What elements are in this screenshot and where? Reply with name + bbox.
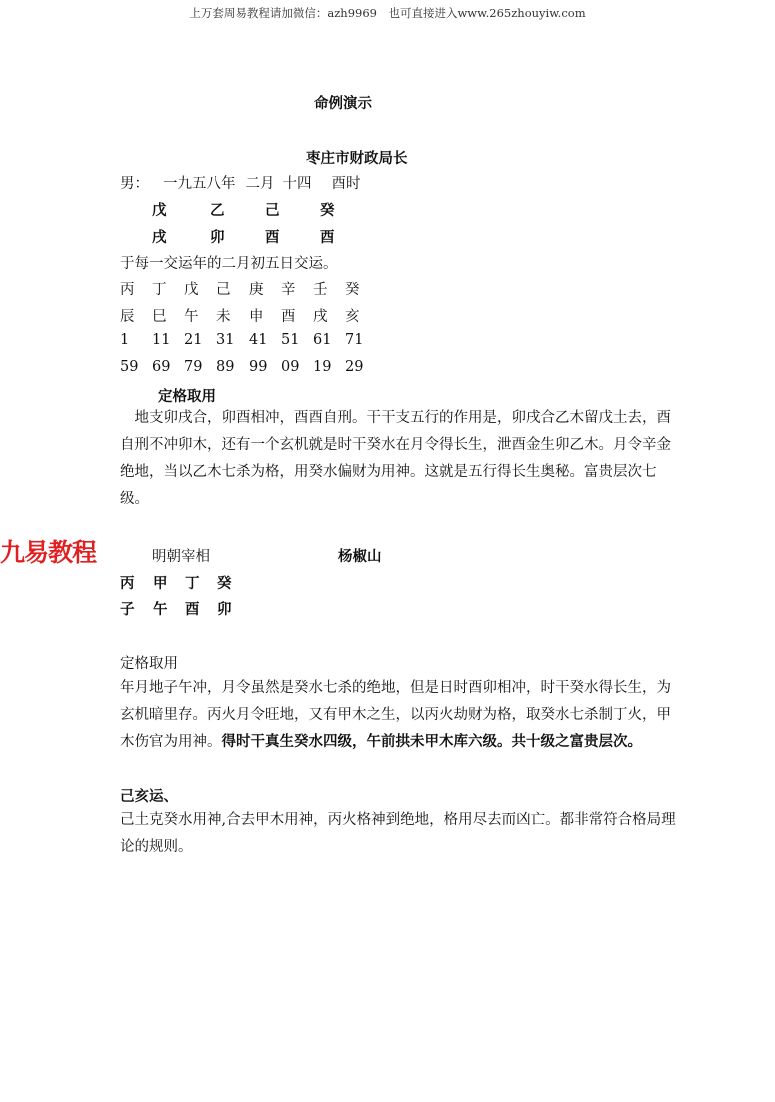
luck-stem: 辛 xyxy=(281,282,296,298)
luck-branch: 戌 xyxy=(313,309,328,325)
stem: 丁 xyxy=(185,576,200,592)
case2-paragraph-plain: 年月地子午冲，月令虽然是癸水七杀的绝地，但是日时酉卯相冲，时干癸水得长生，为玄机暗里存。丙火月令旺地，又有甲木之生，以丙火劫财为格，取癸水七杀制丁火，甲木伤官为用神。 xyxy=(120,680,671,750)
case1-title: 枣庄市财政局长 xyxy=(306,151,408,167)
luck-branch: 辰 xyxy=(120,309,135,325)
luck-stem: 癸 xyxy=(345,282,360,298)
stem: 甲 xyxy=(153,576,168,592)
luck-age: 51 xyxy=(281,332,300,348)
luck-stem: 戊 xyxy=(184,282,199,298)
stem: 丙 xyxy=(120,576,135,592)
case1-birth-line xyxy=(120,172,361,193)
birth-day: 十四 xyxy=(282,176,312,192)
luck-note: 于每一交运年的二月初五日交运。 xyxy=(120,256,338,272)
luck-age: 1 xyxy=(120,332,130,348)
case2-luck-label: 己亥运、 xyxy=(120,789,178,805)
luck-age: 11 xyxy=(152,332,171,348)
case2-name: 杨椒山 xyxy=(338,549,382,565)
luck-stem: 壬 xyxy=(313,282,328,298)
luck-age: 61 xyxy=(313,332,332,348)
case2-section-label: 定格取用 xyxy=(120,656,178,672)
birth-hour: 酉时 xyxy=(331,176,361,192)
luck-stem: 丁 xyxy=(152,282,167,298)
luck-branch: 未 xyxy=(216,309,231,325)
case2-luck-paragraph: 己土克癸水用神,合去甲木用神，丙火格神到绝地，格用尽去而凶亡。都非常符合格局理论的规则。 xyxy=(120,812,676,855)
stem: 乙 xyxy=(210,203,225,219)
branch: 酉 xyxy=(320,230,335,246)
birth-month: 二月 xyxy=(245,176,275,192)
luck-age: 71 xyxy=(345,332,364,348)
luck-branch: 亥 xyxy=(345,309,360,325)
branch: 子 xyxy=(120,602,135,618)
luck-year: 09 xyxy=(281,359,300,375)
watermark-logo: 九易教程 xyxy=(0,538,97,567)
luck-branch: 酉 xyxy=(281,309,296,325)
luck-stem: 丙 xyxy=(120,282,135,298)
page-title: 命例演示 xyxy=(314,96,372,112)
luck-year: 99 xyxy=(249,359,268,375)
stem: 癸 xyxy=(217,576,232,592)
luck-stem: 己 xyxy=(216,282,231,298)
branch: 午 xyxy=(153,602,168,618)
luck-year: 69 xyxy=(152,359,171,375)
branch: 酉 xyxy=(265,230,280,246)
luck-year: 59 xyxy=(120,359,139,375)
stem: 癸 xyxy=(320,203,335,219)
luck-stem: 庚 xyxy=(249,282,264,298)
birth-year: 一九五八年 xyxy=(163,176,236,192)
case2-paragraph-bold: 得时干真生癸水四级，午前拱未甲木库六级。共十级之富贵层次。 xyxy=(221,734,642,750)
stem: 戊 xyxy=(152,203,167,219)
case1-paragraph: 地支卯戌合，卯酉相冲，酉酉自刑。干干支五行的作用是，卯戌合乙木留戊土去，酉自刑不冲卯木，还有一个玄机就是时干癸水在月令得长生，泄酉金生卯乙木。月令辛金绝地，当以乙木七杀为格，用癸水偏财为用神。这就是五行得长生奥秘。富贵层次七级。 xyxy=(120,410,671,507)
luck-year: 79 xyxy=(184,359,203,375)
case2-paragraph xyxy=(120,675,685,756)
luck-branch: 午 xyxy=(184,309,199,325)
branch: 卯 xyxy=(217,602,232,618)
luck-year: 29 xyxy=(345,359,364,375)
branch: 戌 xyxy=(152,230,167,246)
luck-branch: 巳 xyxy=(152,309,167,325)
branch: 卯 xyxy=(210,230,225,246)
stem: 己 xyxy=(265,203,280,219)
luck-age: 31 xyxy=(216,332,235,348)
header-banner: 上万套周易教程请加微信：azh9969 也可直接进入www.265zhouyiw.com xyxy=(189,6,586,20)
luck-age: 41 xyxy=(249,332,268,348)
luck-age: 21 xyxy=(184,332,203,348)
branch: 酉 xyxy=(185,602,200,618)
luck-branch: 申 xyxy=(249,309,264,325)
case1-section-label: 定格取用 xyxy=(158,389,216,405)
luck-year: 19 xyxy=(313,359,332,375)
gender-label: 男： xyxy=(120,176,149,192)
case2-subtitle: 明朝宰相 xyxy=(152,549,210,565)
luck-year: 89 xyxy=(216,359,235,375)
